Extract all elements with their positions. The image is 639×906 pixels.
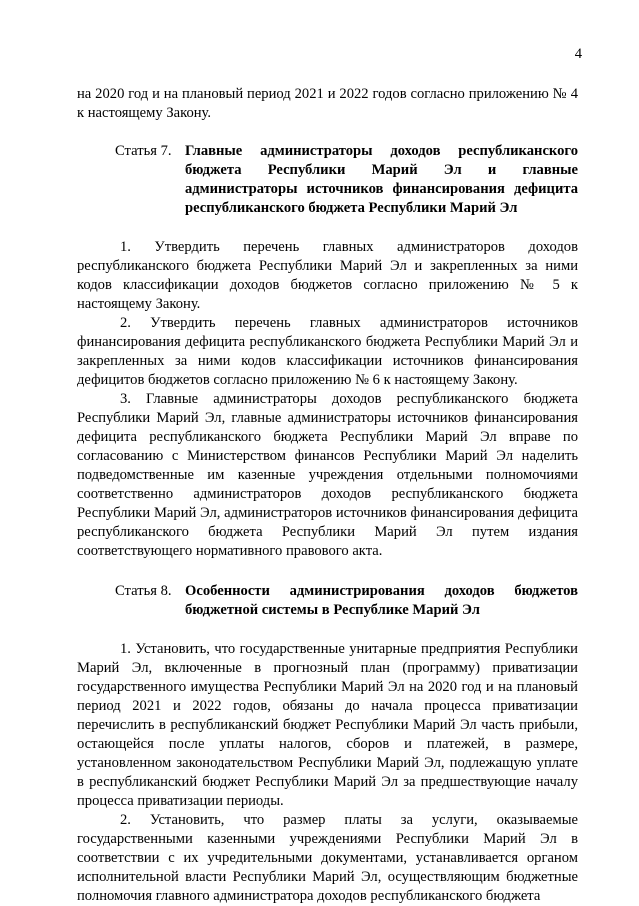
article-8-paragraph-1: 1. Установить, что государственные унитарные предприятия Республики Марий Эл, включенные в прогнозный план (программу) приватизации государственного имущества Республики Марий Эл на 2020 год и на плановый период 2021 и 2022 годов, обязаны до начала процесса приватизации перечислить в республиканский бюджет Республики Марий Эл часть прибыли, остающейся после уплаты налогов, сборов и платежей, в размере, установленном законодательством Республики Марий Эл, подлежащую уплате в республиканский бюджет Республики Марий Эл за предшествующие началу процесса приватизации периоды.	[77, 641, 578, 809]
article-7-paragraph-1: 1. Утвердить перечень главных администраторов доходов республиканского бюджета Республики Марий Эл и закрепленных за ними кодов классификации доходов бюджетов согласно приложению № 5 к настоящему Закону.	[77, 239, 578, 312]
document-body	[77, 85, 578, 906]
intro-paragraph: на 2020 год и на плановый период 2021 и 2022 годов согласно приложению № 4 к настоящему Закону.	[77, 86, 578, 121]
article-7-paragraph-2: 2. Утвердить перечень главных администраторов источников финансирования дефицита республиканского бюджета Республики Марий Эл и закрепленных за ними кодов классификации источников финансирования дефицитов бюджетов согласно приложению № 6 к настоящему Закону.	[77, 315, 578, 388]
article-8-heading	[77, 582, 578, 620]
page-number: 4	[574, 46, 582, 62]
article-8-label: Статья 8.	[115, 583, 172, 599]
article-7-title: Главные администраторы доходов республиканского бюджета Республики Марий Эл и главные администраторы источников финансирования дефицита республиканского бюджета Республики Марий Эл	[185, 143, 578, 216]
article-7-heading	[77, 142, 578, 218]
article-7-paragraph-3: 3. Главные администраторы доходов республиканского бюджета Республики Марий Эл, главные администраторы источников финансирования дефицита республиканского бюджета Республики Марий Эл вправе по согласованию с Министерством финансов Республики Марий Эл наделить подведомственные им казенные учреждения отдельными полномочиями соответственно администраторов доходов республиканского бюджета Республики Марий Эл, администраторов источников финансирования дефицита республиканского бюджета Республики Марий Эл путем издания соответствующего нормативного правового акта.	[77, 391, 578, 559]
article-7-label: Статья 7.	[115, 143, 172, 159]
article-8-paragraph-2: 2. Установить, что размер платы за услуги, оказываемые государственными казенными учреждениями Республики Марий Эл в соответствии с их учредительными документами, устанавливается органом исполнительной власти Республики Марий Эл, осуществляющим бюджетные полномочия главного администратора доходов республиканского бюджета	[77, 812, 578, 904]
article-8-title: Особенности администрирования доходов бюджетов бюджетной системы в Республике Марий Эл	[185, 583, 578, 618]
